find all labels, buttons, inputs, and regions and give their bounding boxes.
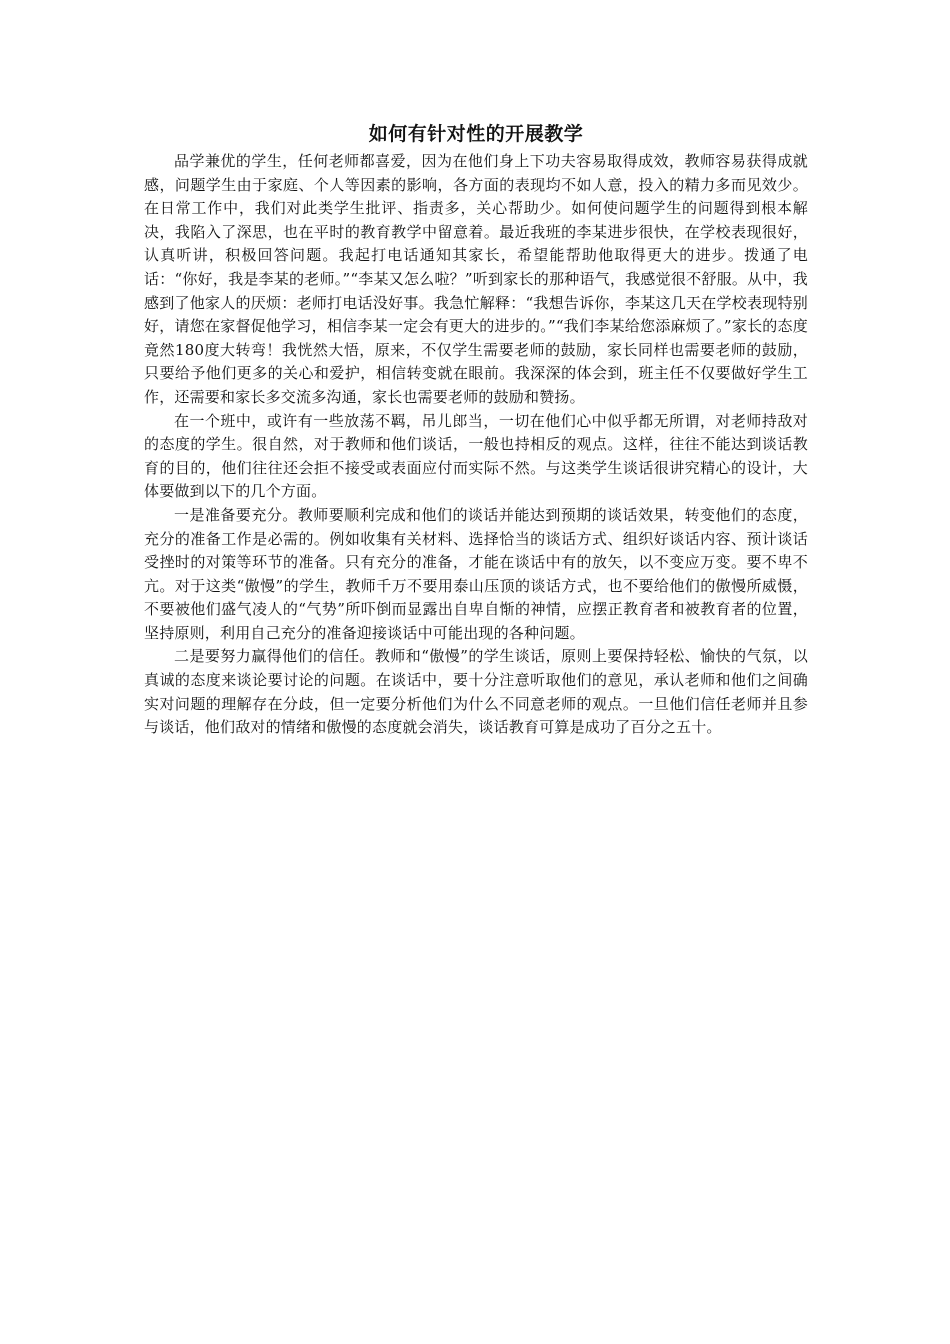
paragraph-parent-communication: 品学兼优的学生，任何老师都喜爱，因为在他们身上下功夫容易取得成效，教师容易获得成就感，问题学生由于家庭、个人等因素的影响，各方面的表现均不如人意，投入的精力多而见效少。在日常工作中，我们对此类学生批评、指责多，关心帮助少。如何使问题学生的问题得到根本解决，我陷入了深思，也在平时的教育教学中留意着。最近我班的李某进步很快，在学校表现很好，认真听讲，积极回答问题。我起打电话通知其家长，希望能帮助他取得更大的进步。拨通了电话：“你好，我是李某的老师。”“李某又怎么啦？”听到家长的那种语气，我感觉很不舒服。从中，我感到了他家人的厌烦：老师打电话没好事。我急忙解释：“我想告诉你，李某这几天在学校表现特别好，请您在家督促他学习，相信李某一定会有更大的进步的。”“我们李某给您添麻烦了。”家长的态度竟然180度大转弯！我恍然大悟，原来，不仅学生需要老师的鼓励，家长同样也需要老师的鼓励，只要给予他们更多的关心和爱护，相信转变就在眼前。我深深的体会到，班主任不仅要做好学生工作，还需要和家长多交流多沟通，家长也需要老师的鼓励和赞扬。 bbox=[144, 152, 808, 406]
paragraph-gain-trust: 二是要努力赢得他们的信任。教师和“傲慢”的学生谈话，原则上要保持轻松、愉快的气氛，以真诚的态度来谈论要讨论的问题。在谈话中，要十分注意听取他们的意见，承认老师和他们之间确实对问题的理解存在分歧，但一定要分析他们为什么不同意老师的观点。一旦他们信任老师并且参与谈话，他们敌对的情绪和傲慢的态度就会消失，谈话教育可算是成功了百分之五十。 bbox=[144, 647, 808, 737]
paragraph-preparation: 一是准备要充分。教师要顺利完成和他们的谈话并能达到预期的谈话效果，转变他们的态度，充分的准备工作是必需的。例如收集有关材料、选择恰当的谈话方式、组织好谈话内容、预计谈话受挫时的对策等环节的准备。只有充分的准备，才能在谈话中有的放矢，以不变应万变。要不卑不亢。对于这类“傲慢”的学生，教师千万不要用泰山压顶的谈话方式，也不要给他们的傲慢所威慑，不要被他们盛气凌人的“气势”所吓倒而显露出自卑自惭的神情，应摆正教育者和被教育者的位置，坚持原则，利用自己充分的准备迎接谈话中可能出现的各种问题。 bbox=[144, 505, 808, 642]
paragraph-arrogant-students: 在一个班中，或许有一些放荡不羁，吊儿郎当，一切在他们心中似乎都无所谓，对老师持敌对的态度的学生。很自然，对于教师和他们谈话，一般也持相反的观点。这样，往往不能达到谈话教育的目的，他们往往还会拒不接受或表面应付而实际不然。与这类学生谈话很讲究精心的设计，大体要做到以下的几个方面。 bbox=[144, 411, 808, 501]
document-page bbox=[144, 120, 808, 740]
document-title: 如何有针对性的开展教学 bbox=[368, 123, 584, 145]
